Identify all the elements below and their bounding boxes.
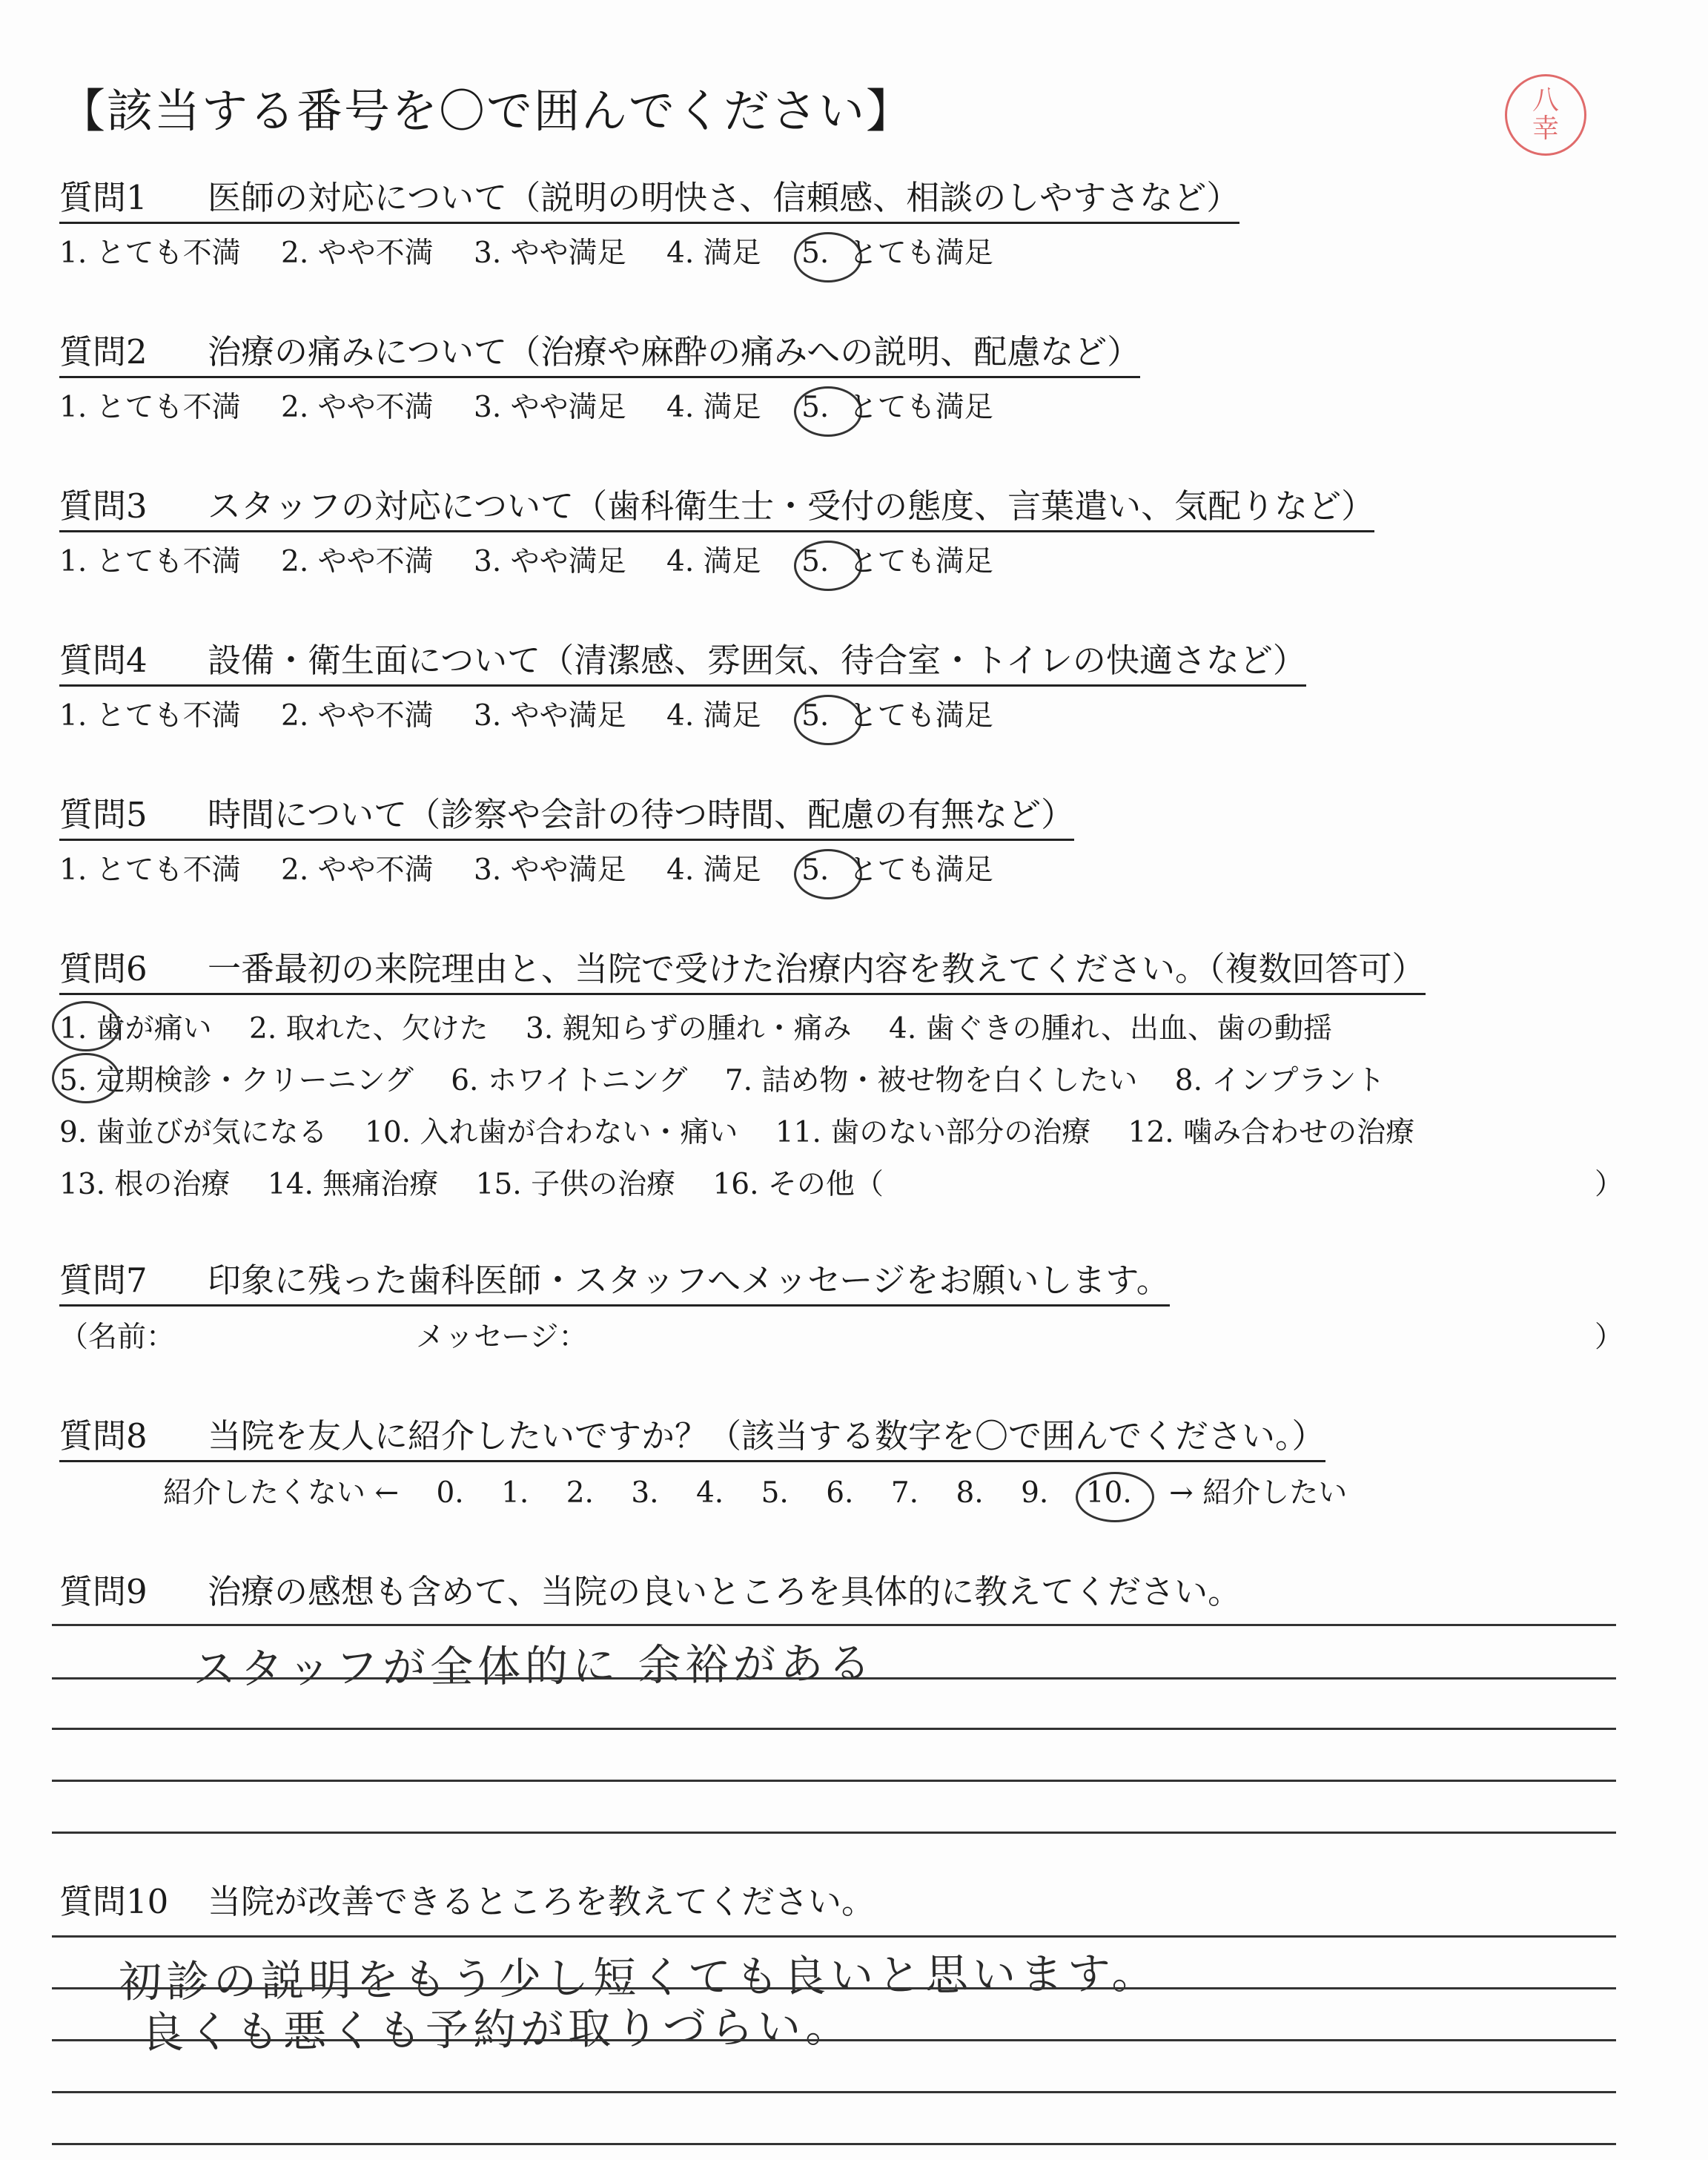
answer-line [52,2091,1616,2093]
rating-options [59,847,1638,888]
option-1[interactable]: 1. とても不満 [59,391,241,424]
treatment-7[interactable]: 7. 詰め物・被せ物を白くしたい [724,1064,1138,1097]
answer-line [52,1780,1616,1782]
question-number: 質問7 [59,1261,148,1300]
option-3[interactable]: 3. やや満足 [474,699,626,733]
question-number: 質問2 [59,332,148,371]
recommend-scale [163,1470,1638,1511]
option-2[interactable]: 2. やや不満 [281,699,434,733]
treatment-13[interactable]: 13. 根の治療 [59,1168,231,1201]
page-title: 【該当する番号を〇で囲んでください】 [59,84,914,138]
option-3[interactable]: 3. やや満足 [474,853,626,887]
handwritten-answer-q10-line1[interactable]: 初診の説明をもう少し短くても良いと思います。 [118,1947,1159,2008]
option-5-selected[interactable]: 5. [801,853,830,887]
question-number: 質問8 [59,1416,148,1456]
option-5-selected[interactable]: 5. [801,699,830,733]
treatment-4[interactable]: 4. 歯ぐきの腫れ、出血、歯の動揺 [889,1012,1332,1046]
scale-4[interactable]: 4. [695,1476,724,1510]
option-5-selected[interactable]: 5. [801,391,830,424]
question-heading [59,479,1374,532]
question-number: 質問4 [59,641,148,680]
question-heading [59,325,1140,378]
option-2[interactable]: 2. やや不満 [281,853,434,887]
treatment-row-4 [59,1161,1638,1203]
option-1[interactable]: 1. とても不満 [59,853,241,887]
treatment-3[interactable]: 3. 親知らずの腫れ・痛み [526,1012,852,1046]
option-1[interactable]: 1. とても不満 [59,699,241,733]
question-5 [59,787,1638,888]
scale-5[interactable]: 5. [761,1476,789,1510]
option-2[interactable]: 2. やや不満 [281,545,434,578]
option-5-label: とても満足 [848,237,993,270]
treatment-1-selected[interactable]: 1. 歯が痛い [59,1005,212,1047]
message-row [59,1314,1638,1355]
treatment-2[interactable]: 2. 取れた、欠けた [249,1012,489,1046]
option-4[interactable]: 4. 満足 [666,699,761,733]
question-4 [59,633,1638,734]
question-text: 一番最初の来院理由と、当院で受けた治療内容を教えてください。（複数回答可） [208,949,1426,988]
question-heading [59,1875,1638,1923]
question-text: 時間について（診察や会計の待つ時間、配慮の有無など） [208,795,1075,834]
question-heading [59,942,1426,995]
option-2[interactable]: 2. やや不満 [281,237,434,270]
question-text: 設備・衛生面について（清潔感、雰囲気、待合室・トイレの快適さなど） [208,641,1306,680]
question-number: 質問3 [59,486,148,526]
question-text: 医師の対応について（説明の明快さ、信頼感、相談のしやすさなど） [208,178,1240,217]
question-heading [59,171,1239,224]
question-number: 質問9 [59,1572,148,1611]
answer-line [52,1987,1616,1989]
option-2[interactable]: 2. やや不満 [281,391,434,424]
treatment-15[interactable]: 15. 子供の治療 [475,1168,676,1201]
question-number: 質問1 [59,178,148,217]
scale-6[interactable]: 6. [826,1476,854,1510]
treatment-5-selected[interactable]: 5. 定期検診・クリーニング [59,1057,414,1099]
option-3[interactable]: 3. やや満足 [474,391,626,424]
treatment-row-2 [59,1057,1638,1099]
question-10 [59,1875,1638,1923]
scale-1[interactable]: 1. [501,1476,529,1510]
treatment-11[interactable]: 11. 歯のない部分の治療 [775,1116,1091,1149]
option-3[interactable]: 3. やや満足 [474,545,626,578]
question-7 [59,1253,1638,1355]
treatment-14[interactable]: 14. 無痛治療 [267,1168,439,1201]
question-number: 質問10 [59,1882,169,1921]
name-label: （名前： [59,1321,176,1354]
rating-options [59,538,1638,580]
question-text: 印象に残った歯科医師・スタッフへメッセージをお願いします。 [208,1261,1170,1300]
option-1[interactable]: 1. とても不満 [59,237,241,270]
question-1 [59,171,1638,271]
question-text: 当院を友人に紹介したいですか？（該当する数字を〇で囲んでください。） [208,1416,1325,1456]
answer-line [52,1935,1616,1938]
scale-7[interactable]: 7. [890,1476,919,1510]
option-3[interactable]: 3. やや満足 [474,237,626,270]
question-9 [59,1565,1638,1613]
question-heading [59,1409,1325,1462]
seal-stamp [1505,74,1586,156]
option-5-label: とても満足 [848,391,993,424]
option-4[interactable]: 4. 満足 [666,853,761,887]
answer-line [52,1624,1616,1626]
scale-10-selected[interactable]: 10. [1085,1476,1132,1510]
scale-9[interactable]: 9. [1021,1476,1049,1510]
question-heading [59,633,1306,687]
scale-3[interactable]: 3. [631,1476,659,1510]
option-5-label: とても満足 [848,699,993,733]
scale-right-label: → 紹介したい [1169,1476,1348,1510]
handwritten-answer-q9[interactable]: スタッフが全体的に 余裕がある [192,1637,875,1695]
answer-line [52,2143,1616,2145]
other-close-paren: ） [1594,1168,1623,1201]
treatment-16-other[interactable]: 16. その他（ [712,1168,884,1201]
scale-0[interactable]: 0. [436,1476,464,1510]
message-close-paren: ） [1594,1321,1623,1354]
answer-line [52,1677,1616,1680]
answer-line [52,1728,1616,1730]
option-4[interactable]: 4. 満足 [666,237,761,270]
rating-options [59,693,1638,734]
question-heading [59,1565,1638,1613]
option-1[interactable]: 1. とても不満 [59,545,241,578]
treatment-8[interactable]: 8. インプラント [1174,1064,1386,1097]
question-text: 当院が改善できるところを教えてください。 [208,1882,875,1921]
treatment-6[interactable]: 6. ホワイトニング [451,1064,688,1097]
rating-options [59,384,1638,426]
question-3 [59,479,1638,580]
option-5-label: とても満足 [848,853,993,887]
option-5-selected[interactable]: 5. [801,237,830,270]
question-text: スタッフの対応について（歯科衛生士・受付の態度、言葉遣い、気配りなど） [208,486,1375,526]
question-8 [59,1409,1638,1511]
answer-line [52,1832,1616,1834]
option-4[interactable]: 4. 満足 [666,391,761,424]
handwritten-answer-q10-line2[interactable]: 良くも悪くも予約が取りづらい。 [140,2001,853,2058]
option-4[interactable]: 4. 満足 [666,545,761,578]
question-6 [59,942,1638,1203]
scale-8[interactable]: 8. [956,1476,984,1510]
question-number: 質問5 [59,795,148,834]
treatment-12[interactable]: 12. 噛み合わせの治療 [1128,1116,1415,1149]
question-heading [59,787,1074,841]
question-text: 治療の感想も含めて、当院の良いところを具体的に教えてください。 [208,1572,1242,1611]
treatment-row-1 [59,1005,1638,1047]
treatment-row-3 [59,1109,1638,1151]
treatment-9[interactable]: 9. 歯並びが気になる [59,1116,328,1149]
question-heading [59,1253,1170,1307]
rating-options [59,230,1638,271]
stamp-char-1: 八 [1532,85,1559,116]
answer-line [52,2039,1616,2041]
question-text: 治療の痛みについて（治療や麻酔の痛みへの説明、配慮など） [208,332,1141,371]
option-5-label: とても満足 [848,545,993,578]
message-label: メッセージ： [415,1321,588,1354]
stamp-char-2: 幸 [1532,113,1559,144]
scale-2[interactable]: 2. [566,1476,594,1510]
question-2 [59,325,1638,426]
question-number: 質問6 [59,949,148,988]
treatment-10[interactable]: 10. 入れ歯が合わない・痛い [365,1116,738,1149]
option-5-selected[interactable]: 5. [801,545,830,578]
scale-left-label: 紹介したくない ← [163,1476,400,1510]
